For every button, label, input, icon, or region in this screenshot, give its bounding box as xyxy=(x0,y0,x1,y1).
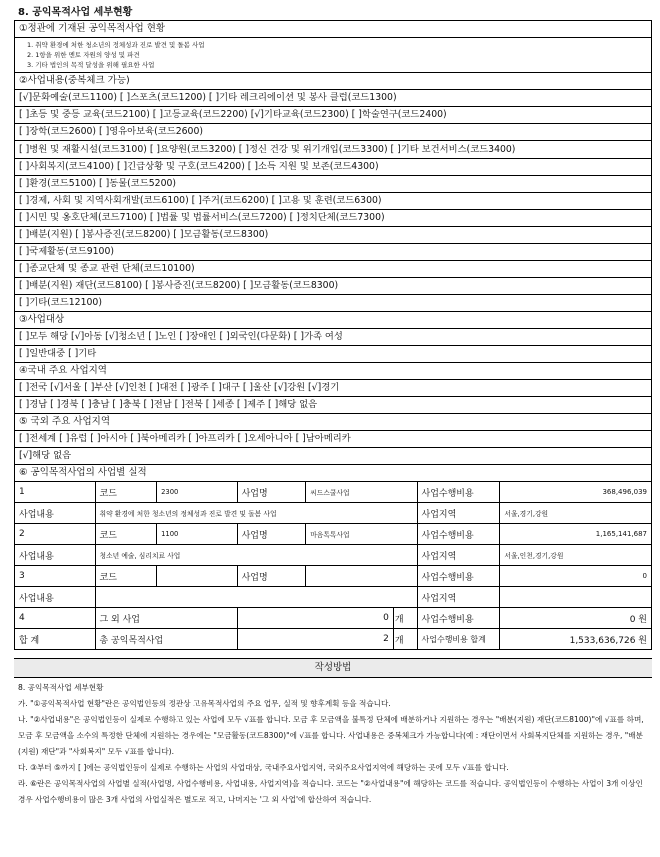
form-page xyxy=(14,0,652,808)
total-row xyxy=(15,629,652,650)
total-cost: 1,533,636,726 원 xyxy=(500,629,652,650)
total-label: 합 계 xyxy=(15,629,96,650)
s5-header: ⑤ 국외 주요 사업지역 xyxy=(15,414,651,431)
method-heading: 8. 공익목적사업 세부현황 xyxy=(18,683,104,692)
project-name xyxy=(306,566,417,587)
s4-row: [ ]전국 [√]서울 [ ]부산 [√]인천 [ ]대전 [ ]광주 [ ]대구 [ ]울산 [√]강원 [√]경기 xyxy=(15,380,651,397)
other-cost: 0 원 xyxy=(500,608,652,629)
s2-row: [ ]초등 및 중등 교육(코드2100) [ ]고등교육(코드2200) [√]기타교육(코드2300) [ ]학술연구(코드2400) xyxy=(15,107,651,124)
content-label: 사업내용 xyxy=(15,587,96,608)
s5-row: [ ]전세계 [ ]유럽 [ ]아시아 [ ]북아메리카 [ ]아프리카 [ ]오세아니아 [ ]남아메리카 xyxy=(15,431,651,448)
project-detail-3 xyxy=(15,587,652,608)
s5-row: [√]해당 없음 xyxy=(15,448,651,465)
region-label: 사업지역 xyxy=(417,587,500,608)
project-content: 취약 환경에 처한 청소년의 정체성과 진로 발견 및 돌봄 사업 xyxy=(95,503,417,524)
content-label: 사업내용 xyxy=(15,545,96,566)
s1-header: ①정관에 기재된 공익목적사업 현황 xyxy=(15,21,651,38)
s1-item: 3. 기타 법인의 목적 달성을 위해 필요한 사업 xyxy=(27,61,155,69)
method-notes xyxy=(14,678,652,808)
project-cost: 0 xyxy=(500,566,652,587)
s2-row: [√]문화예술(코드1100) [ ]스포츠(코드1200) [ ]기타 레크리에이션 및 봉사 클럽(코드1300) xyxy=(15,90,651,107)
project-row-1 xyxy=(15,482,652,503)
region-label: 사업지역 xyxy=(417,545,500,566)
name-label: 사업명 xyxy=(237,566,306,587)
s3-header: ③사업대상 xyxy=(15,312,651,329)
other-no: 4 xyxy=(15,608,96,629)
s2-row: [ ]배분(지원) [ ]봉사증진(코드8200) [ ]모금활동(코드8300) xyxy=(15,227,651,244)
region-label: 사업지역 xyxy=(417,503,500,524)
project-no: 2 xyxy=(15,524,96,545)
other-count: 0 xyxy=(237,608,393,629)
other-label: 그 외 사업 xyxy=(95,608,237,629)
cost-label: 사업수행비용 xyxy=(417,566,500,587)
s2-header: ②사업내용(중복체크 가능) xyxy=(15,73,651,90)
s3-row: [ ]일반대중 [ ]기타 xyxy=(15,346,651,363)
project-table xyxy=(14,481,652,650)
total-name: 총 공익목적사업 xyxy=(95,629,237,650)
s2-row: [ ]환경(코드5100) [ ]동물(코드5200) xyxy=(15,176,651,193)
method-line: 다. ③부터 ⑤까지 [ ]에는 공익법인등이 실제로 수행하는 사업의 사업대상, 국내주요사업지역, 국외주요사업지역에 해당하는 곳에 모두 √표를 합니다. xyxy=(18,763,509,772)
s2-row: [ ]시민 및 옹호단체(코드7100) [ ]법률 및 법률서비스(코드7200) [ ]정치단체(코드7300) xyxy=(15,210,651,227)
project-cost: 1,165,141,687 xyxy=(500,524,652,545)
s2-row: [ ]병원 및 재활시설(코드3100) [ ]요양원(코드3200) [ ]정신 건강 및 위기개입(코드3300) [ ]기타 보건서비스(코드3400) xyxy=(15,141,651,159)
method-line: 라. ⑥란은 공익목적사업의 사업별 실적(사업명, 사업수행비용, 사업내용, 사업지역)을 적습니다. 코드는 "②사업내용"에 해당하는 코드를 적습니다. 공익법인등이 수행하는 사업이 3개 이상인 경우 사업수행비용이 많은 3개 사업의 사업실적은 별도로 적고, 나머지는 '그 외 사업'에 합산하여 적습니다. xyxy=(18,779,643,804)
project-row-2 xyxy=(15,524,652,545)
total-unit: 개 xyxy=(393,629,417,650)
s2-row: [ ]기타(코드12100) xyxy=(15,295,651,312)
s3-row: [ ]모두 해당 [√]아동 [√]청소년 [ ]노인 [ ]장애인 [ ]외국인(다문화) [ ]가족 여성 xyxy=(15,329,651,346)
content-label: 사업내용 xyxy=(15,503,96,524)
project-row-3 xyxy=(15,566,652,587)
s1-item: 1. 취약 환경에 처한 청소년의 정체성과 진로 발견 및 돌봄 사업 xyxy=(27,41,205,49)
method-line: 나. "②사업내용"은 공익법인등이 실제로 수행하고 있는 사업에 모두 √표를 합니다. 모금 후 모금액을 불특정 단체에 배분하거나 지원하는 경우는 "배분(지원) 재단(코드8100)"에 √표를 하며, 모금 후 모금액을 소수의 특정한 단체에 지원하는 경우에는 "모금활동(코드8300)"에 √표를 합니다. 사업내용은 중복체크가 가능합니다(예 : 재단이면서 사회복지단체를 지원하는 경우, "배분(지원) 재단"과 "사회복지" 모두 √표를 합니다). xyxy=(18,715,644,756)
s2-row: [ ]경제, 사회 및 지역사회개발(코드6100) [ ]주거(코드6200) [ ]고용 및 훈련(코드6300) xyxy=(15,193,651,210)
cost-label: 사업수행비용 xyxy=(417,524,500,545)
other-cost-label: 사업수행비용 xyxy=(417,608,500,629)
code-label: 코드 xyxy=(95,524,157,545)
s2-row: [ ]국제활동(코드9100) xyxy=(15,244,651,261)
method-line: 가. "①공익목적사업 현황"란은 공익법인등의 정관상 고유목적사업의 주요 업무, 실적 및 향후계획 등을 적습니다. xyxy=(18,699,391,708)
project-code: 2300 xyxy=(157,482,238,503)
other-unit: 개 xyxy=(393,608,417,629)
project-detail-1 xyxy=(15,503,652,524)
project-region xyxy=(500,587,652,608)
project-content: 청소년 예술, 심리치료 사업 xyxy=(95,545,417,566)
name-label: 사업명 xyxy=(237,482,306,503)
total-count: 2 xyxy=(237,629,393,650)
s4-header: ④국내 주요 사업지역 xyxy=(15,363,651,380)
other-projects-row xyxy=(15,608,652,629)
total-cost-label: 사업수행비용 합계 xyxy=(417,629,500,650)
project-name: 씨드스쿨사업 xyxy=(306,482,417,503)
s1-items xyxy=(15,38,651,73)
s2-row: [ ]배분(지원) 재단(코드8100) [ ]봉사증진(코드8200) [ ]모금활동(코드8300) xyxy=(15,278,651,295)
s2-row: [ ]장학(코드2600) [ ]영유아보육(코드2600) xyxy=(15,124,651,141)
s6-header: ⑥ 공익목적사업의 사업별 실적 xyxy=(19,467,147,478)
s2-row: [ ]사회복지(코드4100) [ ]긴급상황 및 구호(코드4200) [ ]소득 지원 및 보존(코드4300) xyxy=(15,159,651,176)
s2-row: [ ]종교단체 및 종교 관련 단체(코드10100) xyxy=(15,261,651,278)
project-code xyxy=(157,566,238,587)
project-name: 마음톡톡사업 xyxy=(306,524,417,545)
code-label: 코드 xyxy=(95,482,157,503)
project-detail-2 xyxy=(15,545,652,566)
section-title: 8. 공익목적사업 세부현황 xyxy=(14,6,652,21)
name-label: 사업명 xyxy=(237,524,306,545)
project-region: 서울,인천,경기,강원 xyxy=(500,545,652,566)
project-region: 서울,경기,강원 xyxy=(500,503,652,524)
project-code: 1100 xyxy=(157,524,238,545)
method-title: 작성방법 xyxy=(14,658,652,678)
code-label: 코드 xyxy=(95,566,157,587)
project-no: 3 xyxy=(15,566,96,587)
project-content xyxy=(95,587,417,608)
s1-item: 2. 1항을 위한 멘토 자원의 양성 및 파견 xyxy=(27,51,140,59)
s4-row: [ ]경남 [ ]경북 [ ]충남 [ ]충북 [ ]전남 [ ]전북 [ ]세종 [ ]제주 [ ]해당 없음 xyxy=(15,397,651,414)
project-no: 1 xyxy=(15,482,96,503)
project-cost: 368,496,039 xyxy=(500,482,652,503)
cost-label: 사업수행비용 xyxy=(417,482,500,503)
form-box xyxy=(14,21,652,481)
